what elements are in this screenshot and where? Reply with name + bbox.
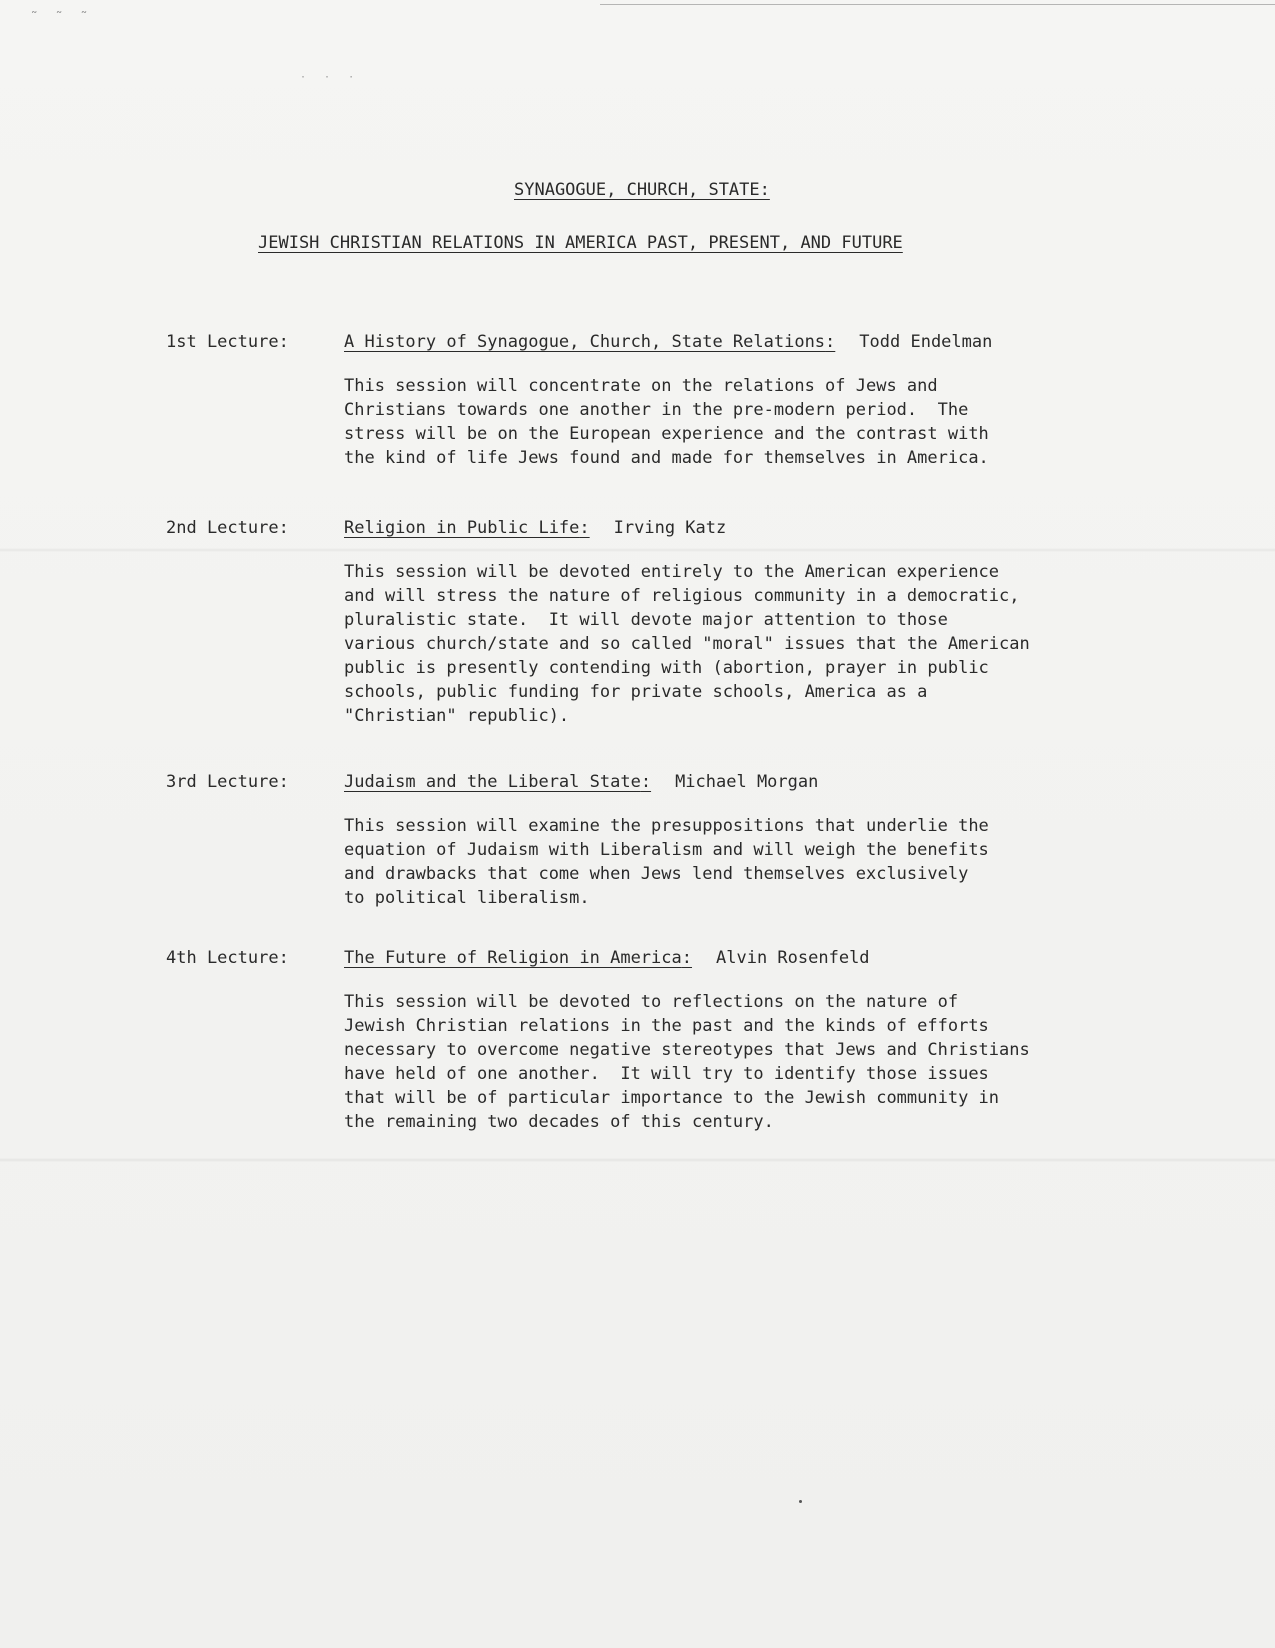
scan-specks: ˜ ˜ ˜ [30,10,93,26]
lecture-3 [166,770,1206,910]
lecture-number: 4th Lecture: [166,948,289,968]
lecture-number: 3rd Lecture: [166,772,289,792]
lecture-topic: A History of Synagogue, Church, State Relations [344,332,826,352]
lecture-speaker: Alvin Rosenfeld [716,948,870,968]
lecture-heading [166,946,1206,970]
lecture-description: This session will examine the presuppositions that underlie the equation of Judaism with Liberalism and will weigh the benefits and drawbacks that come when Jews lend themselves exclusively to political liberalism. [344,816,989,908]
lecture-number: 1st Lecture: [166,332,289,352]
lecture-colon: : [825,332,836,352]
scan-speck [799,1500,802,1503]
lecture-heading [166,770,1206,794]
lecture-topic: Religion in Public Life [344,518,580,538]
lecture-4 [166,946,1206,1134]
paper-fold [0,1158,1275,1162]
lecture-speaker: Michael Morgan [675,772,819,792]
lecture-1 [166,330,1206,470]
lecture-heading [166,330,1206,354]
lecture-description: This session will concentrate on the relations of Jews and Christians towards one another in the pre-modern period. The stress will be on the European experience and the contrast with the kind of life Jews found and made for themselves in America. [344,376,989,468]
lecture-description: This session will be devoted to reflections on the nature of Jewish Christian relations in the past and the kinds of efforts necessary to overcome negative stereotypes that Jews and Christians have held of one another. It will try to identify those issues that will be of particular importance to the Jewish community in the remaining two decades of this century. [344,992,1030,1132]
lecture-heading [166,516,1206,540]
lecture-description: This session will be devoted entirely to the American experience and will stress the nature of religious community in a democratic, pluralistic state. It will devote major attention to those various church/state and so called "moral" issues that the American public is presently contending with (abortion, prayer in public schools, public funding for private schools, America as a "Christian" republic). [344,562,1030,726]
lecture-number: 2nd Lecture: [166,518,289,538]
lecture-colon: : [579,518,590,538]
lecture-topic: The Future of Religion in America [344,948,682,968]
lecture-speaker: Irving Katz [613,518,727,538]
lecture-colon: : [681,948,693,968]
lecture-topic: Judaism and the Liberal State [344,772,641,792]
document-title: SYNAGOGUE, CHURCH, STATE: [514,180,770,200]
scan-specks: · · · [300,72,361,83]
lecture-2 [166,516,1206,728]
lecture-colon: : [640,772,652,792]
lecture-speaker: Todd Endelman [859,332,993,352]
document-subtitle: JEWISH CHRISTIAN RELATIONS IN AMERICA PAST, PRESENT, AND FUTURE [258,233,903,253]
scan-edge-line [600,4,1275,5]
